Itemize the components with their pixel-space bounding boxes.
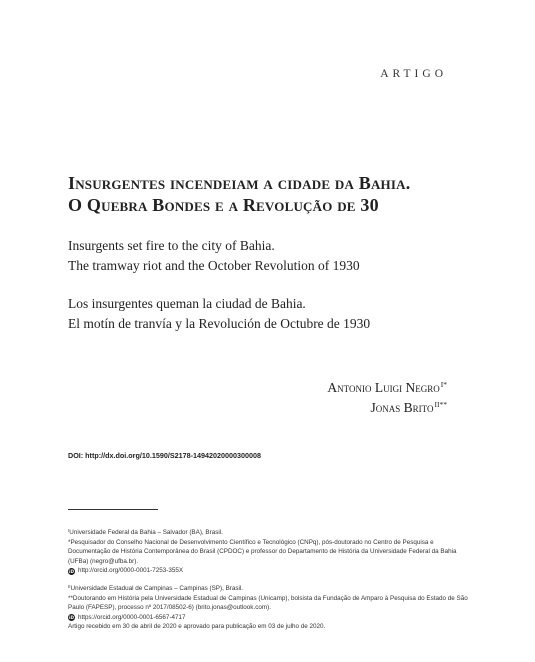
doi-link[interactable]: DOI: http://dx.doi.org/10.1590/S2178-14942020000300008 — [68, 451, 261, 460]
author-2-orcid — [68, 613, 468, 623]
author-2-note: **Doutorando em História pela Universidade Estadual de Campinas (Unicamp), bolsista da Fundação de Amparo à Pesquisa do Estado de São Paulo (FAPESP), processo nº 2017/08502-6) (brito.jonas@outlook.com). — [68, 594, 468, 612]
footnote-divider — [68, 509, 158, 510]
author-2-name: Jonas Brito — [370, 400, 434, 415]
received-date-note: Artigo recebido em 30 de abril de 2020 e aprovado para publicação em 03 de julho de 2020. — [68, 623, 326, 631]
section-label: ARTIGO — [380, 68, 447, 80]
title-english-line-2: The tramway riot and the October Revolution of 1930 — [68, 258, 360, 273]
orcid-icon: iD — [69, 568, 74, 574]
orcid-icon: iD — [69, 615, 74, 621]
title-portuguese — [68, 172, 478, 216]
title-english — [68, 236, 468, 276]
author-1 — [327, 376, 447, 396]
author-1-orcid — [68, 566, 468, 576]
title-english-line-1: Insurgents set fire to the city of Bahia. — [68, 238, 275, 253]
author-1-note: *Pesquisador do Conselho Nacional de Desenvolvimento Científico e Tecnológico (CNPq), pós-doutorado no Centro de Pesquisa e Documentação de História Contemporânea do Brasil (CPDOC) e professor do Departamento de História da Universidade Federal da Bahia (UFBa) (negro@ufba.br). — [68, 538, 457, 565]
author-1-mark: I* — [440, 380, 447, 389]
author-1-orcid-link[interactable]: http://orcid.org/0000-0001-7253-355X — [78, 567, 184, 575]
author-2 — [327, 396, 447, 416]
title-spanish-line-1: Los insurgentes queman la ciudad de Bahia. — [68, 296, 306, 311]
title-spanish-line-2: El motín de tranvía y la Revolución de Octubre de 1930 — [68, 316, 371, 331]
author-2-mark: II** — [434, 400, 447, 409]
title-spanish — [68, 294, 468, 334]
title-portuguese-line-2: O Quebra Bondes e a Revolução de 30 — [68, 195, 379, 215]
author-2-orcid-link[interactable]: https://orcid.org/0000-0001-6567-4717 — [78, 613, 186, 621]
author-2-affiliation: $^{II}$Universidade Estadual de Campinas – Campinas (SP), Brasil. — [68, 583, 244, 592]
footnotes — [68, 526, 468, 632]
author-1-affiliation: $^I$Universidade Federal da Bahia – Salvador (BA), Brasil. — [68, 528, 223, 536]
title-portuguese-line-1: Insurgentes incendeiam a cidade da Bahia. — [68, 173, 411, 193]
author-1-name: Antonio Luigi Negro — [327, 380, 440, 395]
author-list — [327, 376, 447, 416]
